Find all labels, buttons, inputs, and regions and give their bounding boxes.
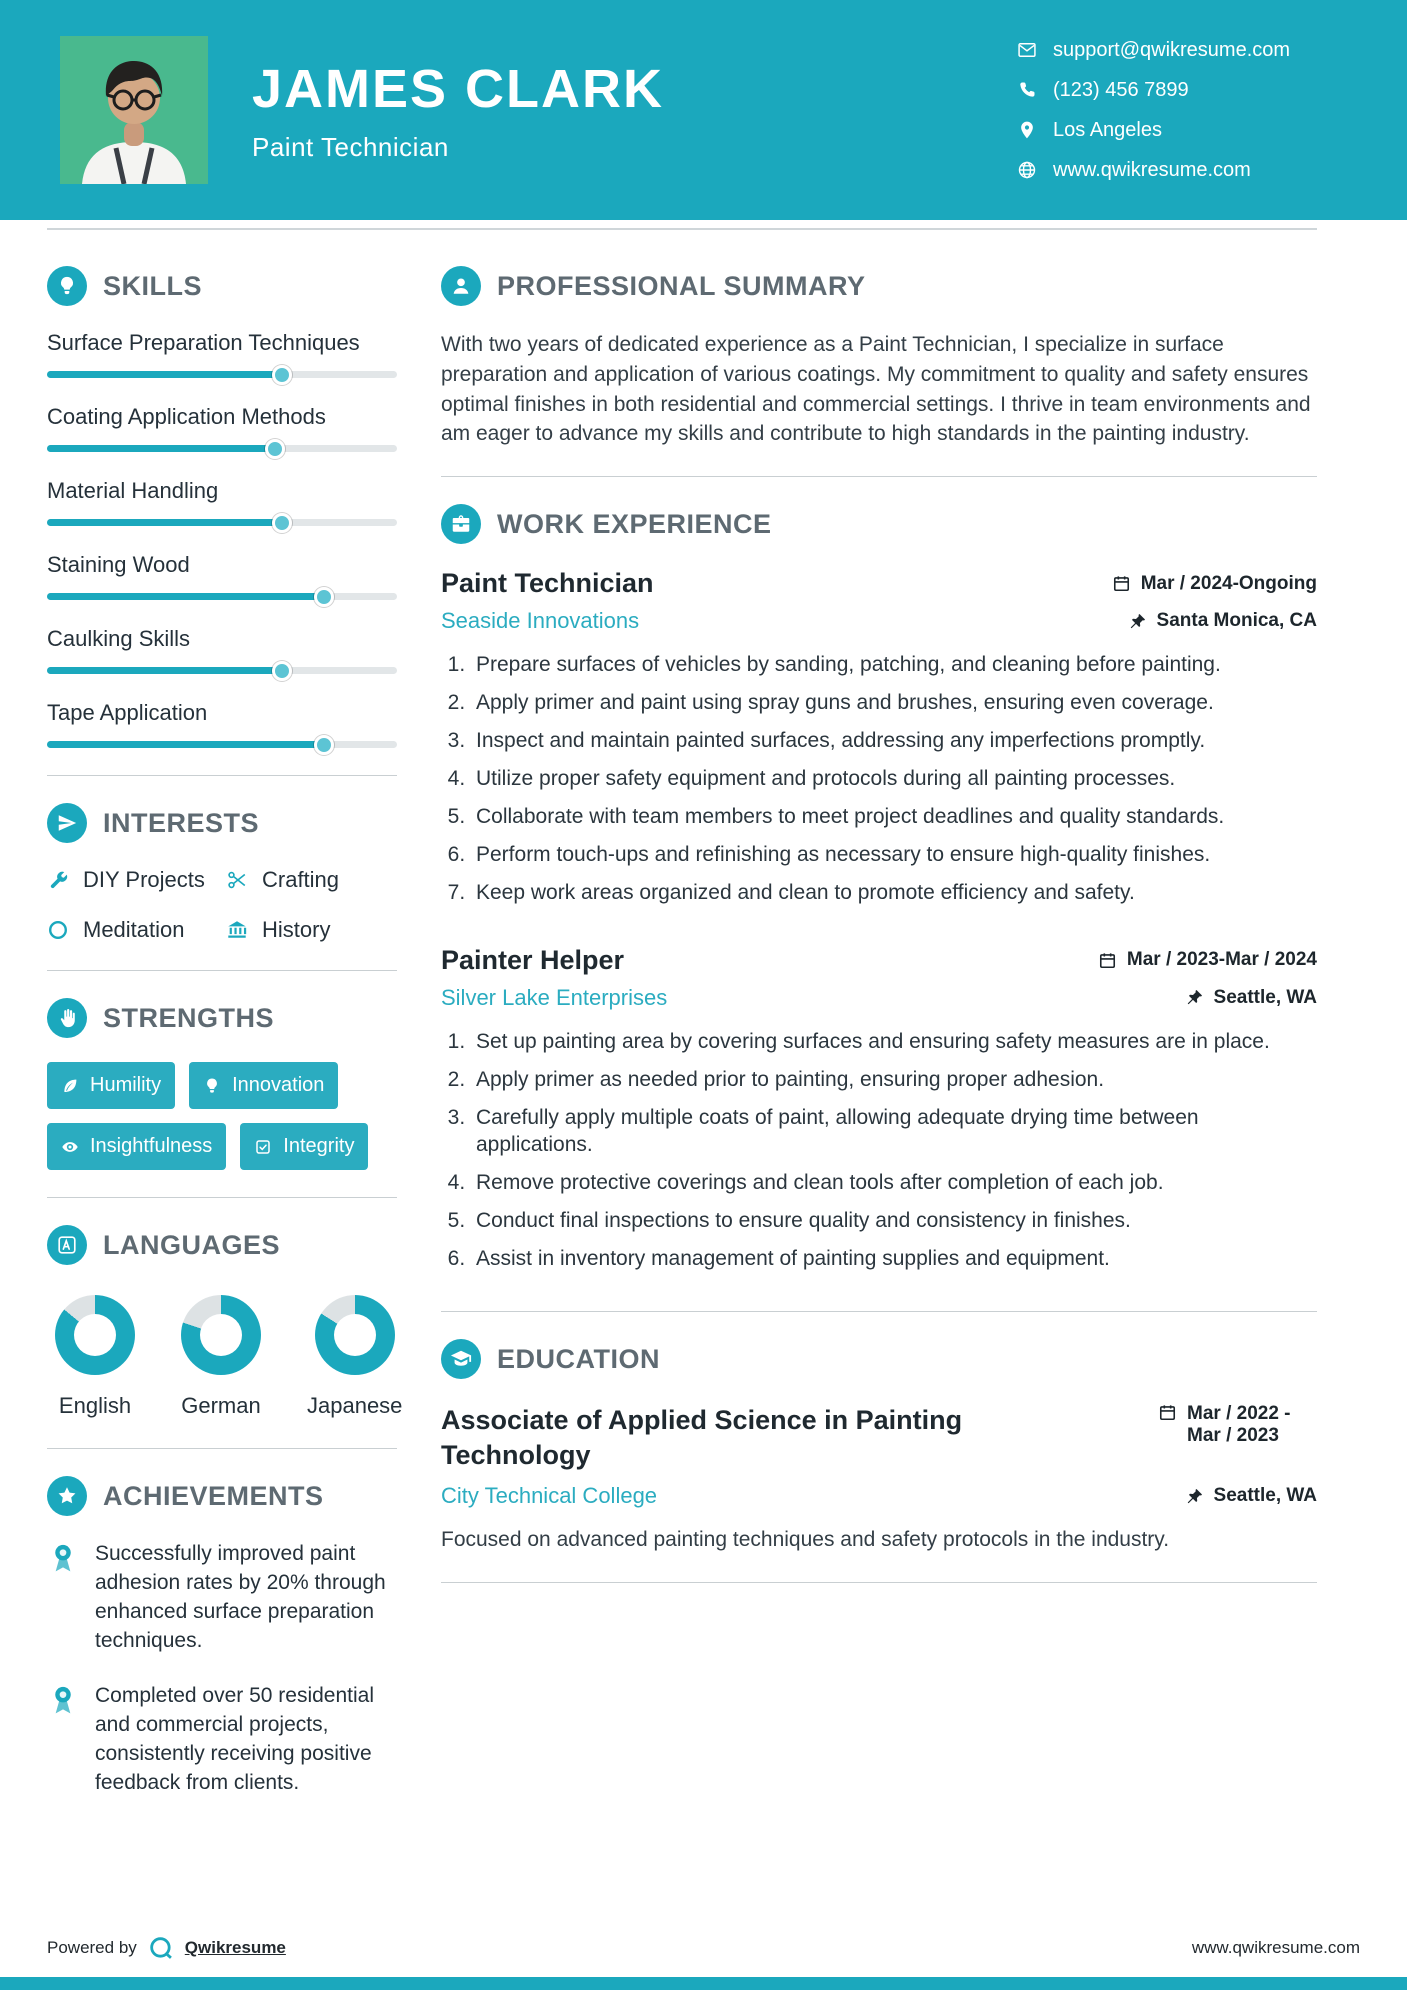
achievement-item — [47, 1540, 397, 1656]
skills-title: SKILLS — [103, 270, 203, 301]
skill-label: Material Handling — [47, 478, 219, 503]
lightbulb-icon — [47, 266, 87, 306]
contact-email-text: support@qwikresume.com — [1053, 38, 1291, 61]
skill-slider — [47, 371, 397, 378]
interest-label: Meditation — [83, 917, 185, 942]
bank-icon — [226, 919, 248, 941]
strengths-section — [47, 998, 397, 1170]
graduation-cap-icon — [441, 1339, 481, 1379]
achievements-title: ACHIEVEMENTS — [103, 1480, 324, 1511]
briefcase-icon — [441, 504, 481, 544]
education-date-text: Mar / 2022 - Mar / 2023 — [1187, 1403, 1291, 1447]
job-bullet: 7. Keep work areas organized and clean to promote efficiency and safety. — [471, 879, 1317, 907]
achievement-text: Successfully improved paint adhesion rates by 20% through enhanced surface preparation techniques. — [95, 1542, 386, 1652]
summary-section — [441, 266, 1317, 449]
medal-icon — [47, 1542, 79, 1574]
calendar-icon — [1112, 574, 1131, 593]
achievement-item — [47, 1682, 397, 1798]
education-section — [441, 1339, 1317, 1555]
calendar-icon — [1098, 951, 1117, 970]
header — [0, 0, 1407, 220]
section-divider — [47, 775, 397, 776]
job-bullet: 6. Perform touch-ups and refinishing as necessary to ensure high-quality finishes. — [471, 841, 1317, 869]
skill-item — [47, 330, 397, 378]
user-icon — [441, 266, 481, 306]
avatar — [60, 36, 208, 184]
powered-by — [47, 1934, 286, 1962]
job-bullets — [441, 651, 1317, 906]
skill-slider — [47, 519, 397, 526]
job-bullet: 5. Collaborate with team members to meet project deadlines and quality standards. — [471, 803, 1317, 831]
section-divider — [47, 970, 397, 971]
language-icon — [47, 1225, 87, 1265]
job-location-text: Seattle, WA — [1213, 986, 1317, 1008]
language-label: German — [181, 1393, 261, 1418]
language-label: English — [58, 1393, 132, 1418]
footer-website[interactable]: www.qwikresume.com — [1191, 1938, 1360, 1957]
company-name: Silver Lake Enterprises — [441, 984, 668, 1010]
check-square-icon — [254, 1138, 272, 1156]
skills-section — [47, 266, 397, 748]
bulb-icon — [203, 1077, 221, 1095]
skill-label: Staining Wood — [47, 552, 190, 577]
work-title: WORK EXPERIENCE — [497, 508, 772, 539]
person-title: Paint Technician — [252, 131, 449, 162]
company-name: Seaside Innovations — [441, 608, 640, 634]
left-column — [47, 266, 403, 1824]
work-section — [441, 504, 1317, 1273]
job-location — [1185, 987, 1317, 1009]
interest-label: History — [262, 917, 331, 942]
language-label: Japanese — [307, 1393, 403, 1418]
interest-item — [47, 917, 218, 943]
section-divider — [441, 476, 1317, 477]
job-bullet: 4. Utilize proper safety equipment and protocols during all painting processes. — [471, 765, 1317, 793]
slider-thumb — [314, 587, 334, 607]
skill-slider — [47, 741, 397, 748]
slider-thumb — [314, 735, 334, 755]
interest-item — [47, 867, 218, 893]
languages-section — [47, 1225, 403, 1421]
skill-label: Coating Application Methods — [47, 404, 326, 429]
pin-icon — [1185, 1487, 1204, 1506]
globe-icon — [1017, 160, 1037, 180]
person-name: JAMES CLARK — [252, 58, 665, 119]
powered-by-text: Powered by — [47, 1938, 137, 1957]
strength-badge — [189, 1062, 338, 1109]
strength-badge — [47, 1123, 226, 1170]
job-entry — [441, 568, 1317, 906]
job-bullet: 5. Conduct final inspections to ensure quality and consistency in finishes. — [471, 1207, 1317, 1235]
education-date — [1137, 1403, 1317, 1447]
language-item — [181, 1295, 261, 1419]
slider-thumb — [272, 661, 292, 681]
contact-website-text: www.qwikresume.com — [1053, 158, 1251, 181]
interest-item — [226, 917, 397, 943]
contact-phone-text: (123) 456 7899 — [1053, 78, 1189, 101]
interest-label: Crafting — [262, 867, 340, 892]
job-bullet: 6. Assist in inventory management of painting supplies and equipment. — [471, 1245, 1317, 1273]
section-divider — [441, 1582, 1317, 1583]
eye-icon — [61, 1138, 79, 1156]
interests-title: INTERESTS — [103, 807, 260, 838]
section-divider — [47, 1197, 397, 1198]
job-bullet: 3. Inspect and maintain painted surfaces, addressing any imperfections promptly. — [471, 727, 1317, 755]
job-location — [1128, 610, 1317, 632]
medal-icon — [47, 1684, 79, 1716]
job-title: Painter Helper — [441, 944, 625, 975]
skill-label: Surface Preparation Techniques — [47, 330, 360, 355]
right-column — [441, 266, 1317, 1824]
job-bullet: 4. Remove protective coverings and clean tools after completion of each job. — [471, 1169, 1317, 1197]
language-item — [307, 1295, 402, 1419]
location-pin-icon — [1017, 120, 1037, 140]
education-location — [1185, 1485, 1317, 1507]
slider-thumb — [272, 365, 292, 385]
strength-label: Integrity — [283, 1135, 355, 1157]
star-icon — [47, 1476, 87, 1516]
strengths-title: STRENGTHS — [103, 1002, 275, 1033]
paper-plane-icon — [47, 803, 87, 843]
wrench-icon — [47, 869, 69, 891]
qwikresume-link[interactable]: Qwikresume — [184, 1938, 286, 1957]
strength-label: Innovation — [232, 1074, 325, 1096]
languages-title: LANGUAGES — [103, 1229, 281, 1260]
job-date-text: Mar / 2024-Ongoing — [1140, 572, 1317, 594]
interests-section — [47, 803, 397, 943]
language-donut — [181, 1295, 261, 1375]
footer — [47, 1934, 1360, 1962]
interest-label: DIY Projects — [83, 867, 205, 892]
job-bullets — [441, 1028, 1317, 1273]
education-title: EDUCATION — [497, 1343, 660, 1374]
strength-label: Humility — [90, 1074, 162, 1096]
language-item — [55, 1295, 135, 1419]
profile-photo — [60, 36, 208, 184]
calendar-icon — [1158, 1403, 1177, 1422]
summary-text: With two years of dedicated experience as a Paint Technician, I specialize in surface preparation and application of various coatings. My commitment to quality and safety ensures optimal finishes in both residential and commercial settings. I thrive in team environments and am eager to advance my skills and contribute to high standards in the painting industry. — [441, 333, 1311, 446]
skill-item — [47, 552, 397, 600]
skill-item — [47, 404, 397, 452]
slider-thumb — [272, 513, 292, 533]
language-donut — [55, 1295, 135, 1375]
education-description: Focused on advanced painting techniques and safety protocols in the industry. — [441, 1528, 1170, 1552]
school-name: City Technical College — [441, 1483, 658, 1509]
degree-name: Associate of Applied Science in Painting Technology — [441, 1405, 963, 1471]
job-entry — [441, 945, 1317, 1273]
education-location-text: Seattle, WA — [1213, 1485, 1317, 1507]
achievement-text: Completed over 50 residential and commercial projects, consistently receiving positive feedback from clients. — [95, 1683, 374, 1794]
skill-slider — [47, 445, 397, 452]
main-content — [0, 230, 1407, 1824]
interest-item — [226, 867, 397, 893]
job-location-text: Santa Monica, CA — [1156, 610, 1317, 632]
job-bullet: 3. Carefully apply multiple coats of paint, allowing adequate drying time between applications. — [471, 1104, 1317, 1160]
skill-label: Caulking Skills — [47, 626, 191, 651]
job-date — [1098, 949, 1317, 971]
achievements-section — [47, 1476, 397, 1798]
contact-location — [1017, 119, 1317, 142]
skill-label: Tape Application — [47, 700, 208, 725]
job-title: Paint Technician — [441, 568, 654, 599]
section-divider — [47, 1448, 397, 1449]
skill-slider — [47, 593, 397, 600]
summary-title: PROFESSIONAL SUMMARY — [497, 270, 866, 301]
contact-phone[interactable] — [1017, 79, 1317, 102]
job-bullet: 1. Prepare surfaces of vehicles by sanding, patching, and cleaning before painting. — [471, 651, 1317, 679]
name-block — [252, 58, 664, 163]
slider-thumb — [265, 439, 285, 459]
job-bullet: 1. Set up painting area by covering surfaces and ensuring safety measures are in place. — [471, 1028, 1317, 1056]
job-bullet: 2. Apply primer as needed prior to painting, ensuring proper adhesion. — [471, 1066, 1317, 1094]
hand-icon — [47, 998, 87, 1038]
qwikresume-logo-icon — [147, 1934, 175, 1962]
bottom-accent-bar — [0, 1977, 1407, 1990]
contact-email[interactable] — [1017, 39, 1317, 62]
skill-item — [47, 478, 397, 526]
pin-icon — [1128, 612, 1147, 631]
contact-block — [1017, 39, 1317, 182]
job-bullet: 2. Apply primer and paint using spray guns and brushes, ensuring even coverage. — [471, 689, 1317, 717]
skill-item — [47, 626, 397, 674]
phone-icon — [1017, 80, 1037, 100]
skill-item — [47, 700, 397, 748]
language-donut — [315, 1295, 395, 1375]
leaf-icon — [61, 1077, 79, 1095]
strength-label: Insightfulness — [90, 1135, 213, 1157]
scissors-icon — [226, 869, 248, 891]
email-icon — [1017, 40, 1037, 60]
strength-badge — [240, 1123, 368, 1170]
skill-slider — [47, 667, 397, 674]
pin-icon — [1185, 988, 1204, 1007]
section-divider — [441, 1311, 1317, 1312]
job-date — [1112, 573, 1317, 595]
contact-location-text: Los Angeles — [1053, 118, 1162, 141]
job-date-text: Mar / 2023-Mar / 2024 — [1126, 949, 1317, 971]
contact-website[interactable] — [1017, 159, 1317, 182]
circle-icon — [47, 919, 69, 941]
strength-badge — [47, 1062, 175, 1109]
